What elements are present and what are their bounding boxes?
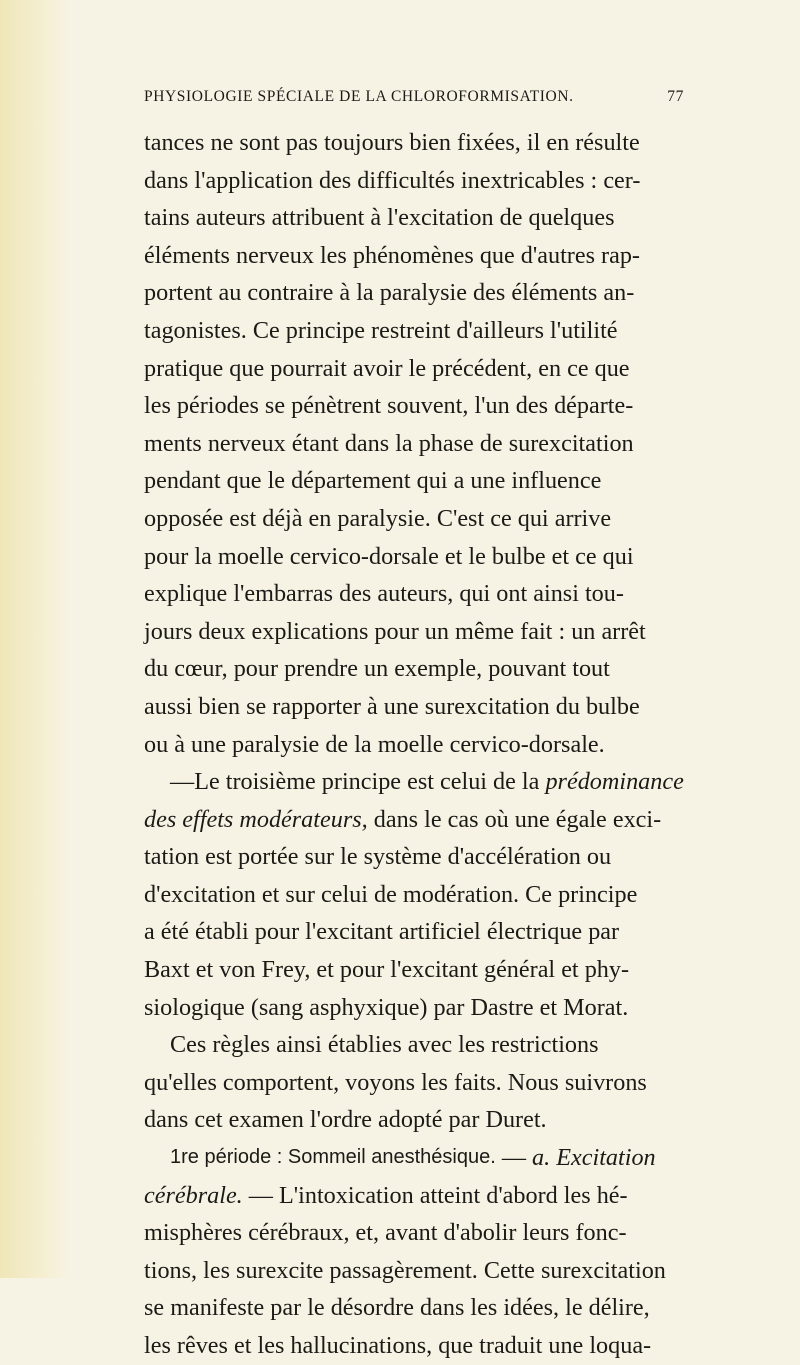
text-line: qu'elles comportent, voyons les faits. Nous suivrons bbox=[144, 1068, 647, 1096]
page-edge bbox=[0, 0, 70, 1278]
text-line: se manifeste par le désordre dans les idées, le délire, bbox=[144, 1294, 650, 1322]
text-line: du cœur, pour prendre un exemple, pouvant tout bbox=[144, 655, 610, 683]
text-line: tances ne sont pas toujours bien fixées, il en résulte bbox=[144, 129, 640, 156]
italic-term: des effets modérateurs, bbox=[144, 805, 368, 833]
text-line: pendant que le département qui a une influence bbox=[144, 467, 602, 495]
text-line: d'excitation et sur celui de modération. Ce principe bbox=[144, 880, 638, 908]
text-line: portent au contraire à la paralysie des éléments an- bbox=[144, 279, 635, 307]
text-line: —Le troisième principe est celui de la prédominance bbox=[144, 763, 682, 801]
text-line: a été établi pour l'excitant artificiel électrique par bbox=[144, 918, 620, 946]
body-text bbox=[144, 124, 682, 1365]
text-line: des effets modérateurs, dans le cas où une égale exci- bbox=[144, 801, 682, 839]
text-line: les rêves et les hallucinations, que traduit une loqua- bbox=[144, 1332, 652, 1359]
text-line: aussi bien se rapporter à une surexcitation du bulbe bbox=[144, 692, 640, 720]
text-line: les périodes se pénètrent souvent, l'un des départe- bbox=[144, 392, 634, 420]
text-line: ou à une paralysie de la moelle cervico-dorsale. bbox=[144, 730, 605, 758]
text-line: tains auteurs attribuent à l'excitation de quelques bbox=[144, 204, 615, 232]
text-line: dans l'application des difficultés inextricables : cer- bbox=[144, 166, 641, 194]
page-number: 77 bbox=[667, 88, 684, 105]
text-line: ments nerveux étant dans la phase de surexcitation bbox=[144, 429, 634, 457]
text-line: jours deux explications pour un même fait : un arrêt bbox=[144, 617, 646, 645]
running-title: PHYSIOLOGIE SPÉCIALE DE LA CHLOROFORMISATION. bbox=[144, 88, 574, 105]
running-header bbox=[144, 88, 684, 106]
text-line: pratique que pourrait avoir le précédent, en ce que bbox=[144, 354, 630, 382]
text-line: opposée est déjà en paralysie. C'est ce qui arrive bbox=[144, 504, 612, 532]
text-line: tation est portée sur le système d'accélération ou bbox=[144, 843, 612, 871]
text-line: tions, les surexcite passagèrement. Cette surexcitation bbox=[144, 1256, 666, 1284]
text-line: siologique (sang asphyxique) par Dastre et Morat. bbox=[144, 993, 629, 1021]
text-line: pour la moelle cervico-dorsale et le bulbe et ce qui bbox=[144, 542, 634, 570]
text-line: éléments nerveux les phénomènes que d'autres rap- bbox=[144, 241, 640, 269]
text-line: tagonistes. Ce principe restreint d'ailleurs l'utilité bbox=[144, 316, 618, 344]
text-line: dans cet examen l'ordre adopté par Duret. bbox=[144, 1106, 547, 1134]
text-line: explique l'embarras des auteurs, qui ont ainsi tou- bbox=[144, 580, 624, 608]
italic-term: a. Excitation bbox=[532, 1144, 656, 1172]
period-heading: période : Sommeil anesthésique. bbox=[198, 1146, 496, 1169]
text-line: Ces règles ainsi établies avec les restrictions bbox=[170, 1031, 599, 1059]
section-heading-line: 1 re période : Sommeil anesthésique. — a. Excitation bbox=[144, 1139, 682, 1177]
text-line: cérébrale. — L'intoxication atteint d'abord les hé- bbox=[144, 1177, 682, 1215]
italic-term: prédominance bbox=[545, 768, 684, 796]
italic-term: cérébrale. bbox=[144, 1181, 243, 1209]
text-line: misphères cérébraux, et, avant d'abolir leurs fonc- bbox=[144, 1219, 627, 1247]
text-line: Baxt et von Frey, et pour l'excitant général et phy- bbox=[144, 956, 630, 984]
